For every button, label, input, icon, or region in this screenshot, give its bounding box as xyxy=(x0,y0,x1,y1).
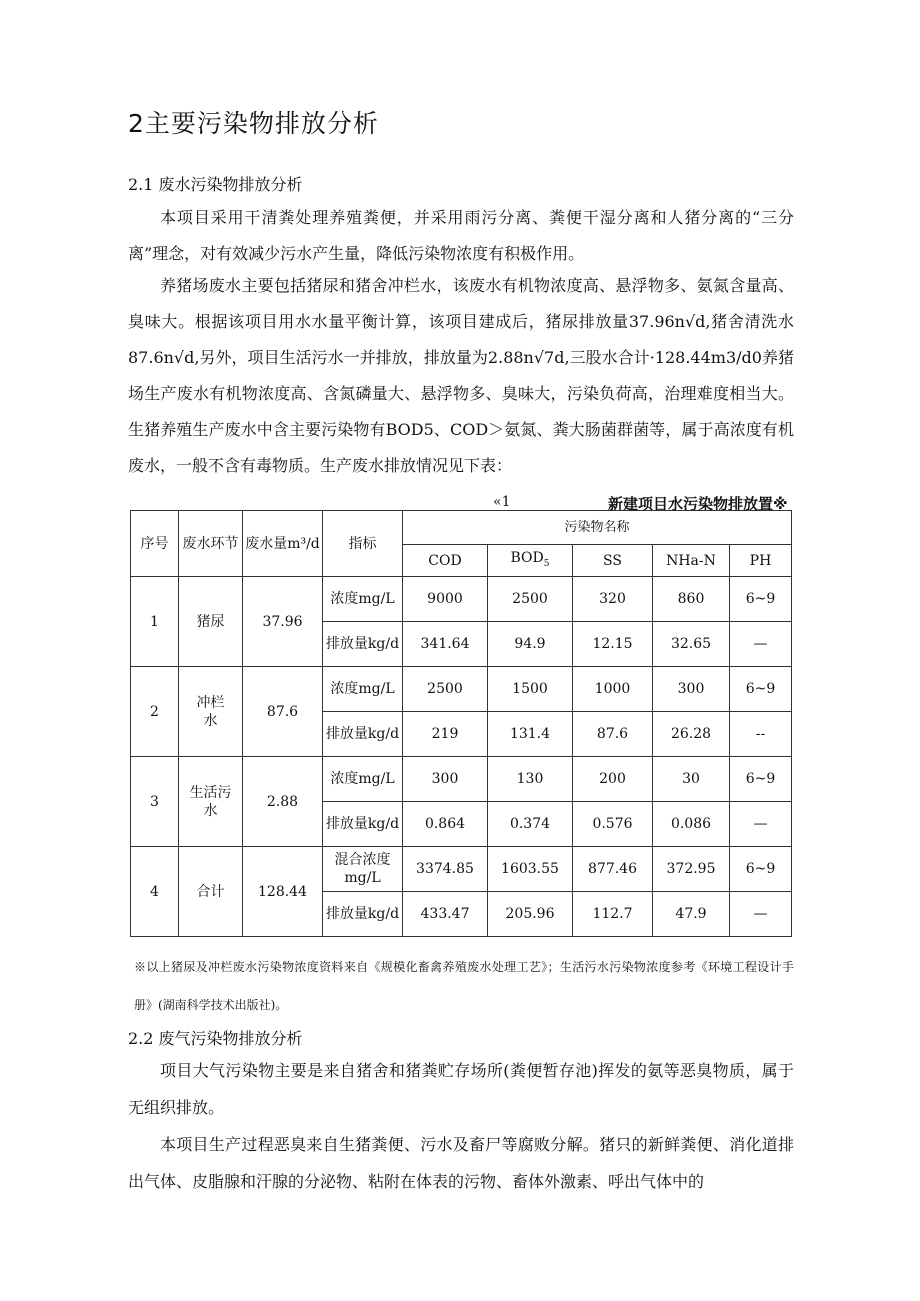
row-3-cod-conc: 300 xyxy=(403,757,488,802)
row-4-ph-conc: 6~9 xyxy=(730,847,792,892)
row-2-ss-load: 87.6 xyxy=(573,712,653,757)
section-2-1-paragraph-1: 本项目采用干清粪处理养殖粪便，并采用雨污分离、粪便干湿分离和人猪分离的“三分离”理念，对有效减少污水产生量，降低污染物浓度有积极作用。 xyxy=(128,208,794,263)
row-3-ss-conc: 200 xyxy=(573,757,653,802)
row-4-ss-conc: 877.46 xyxy=(573,847,653,892)
row-3-indicator-load: 排放量kg/d xyxy=(323,802,403,847)
row-1-ph-load: — xyxy=(730,622,792,667)
header-stage: 废水环节 xyxy=(179,511,243,577)
row-1-stage: 猪尿 xyxy=(179,577,243,667)
section-2-1-paragraph-2: 养猪场废水主要包括猪尿和猪舍冲栏水，该废水有机物浓度高、悬浮物多、氨氮含量高、臭味大。根据该项目用水水量平衡计算，该项目建成后，猪尿排放量37.96n√d,猪舍清洗水87.6n√d,另外，项目生活污水一并排放，排放量为2.88n√7d,三股水合计·128.44m3∕d0养猪场生产废水有机物浓度高、含氮磷量大、悬浮物多、臭味大，污染负荷高，治理难度相当大。生猪养殖生产废水中含主要污染物有BOD5、COD＞氨氮、粪大肠菌群菌等，属于高浓度有机废水，一般不含有毒物质。生产废水排放情况见下表： xyxy=(128,276,794,475)
row-4-nh-conc: 372.95 xyxy=(653,847,730,892)
wastewater-pollutant-table xyxy=(130,510,792,937)
row-1-seq: 1 xyxy=(131,577,179,667)
row-3-ph-load: — xyxy=(730,802,792,847)
header-volume: 废水量m³∕d xyxy=(243,511,323,577)
row-1-bod-conc: 2500 xyxy=(488,577,573,622)
row-2-bod-load: 131.4 xyxy=(488,712,573,757)
row-3-bod-conc: 130 xyxy=(488,757,573,802)
row-1-volume: 37.96 xyxy=(243,577,323,667)
section-2-2-paragraph-2: 本项目生产过程恶臭来自生猪粪便、污水及畜尸等腐败分解。猪只的新鲜粪便、消化道排出气体、皮脂腺和汗腺的分泌物、粘附在体表的污物、畜体外激素、呼出气体中的 xyxy=(128,1135,794,1191)
row-1-nh-conc: 860 xyxy=(653,577,730,622)
row-1-indicator-conc: 浓度mg/L xyxy=(323,577,403,622)
row-3-nh-load: 0.086 xyxy=(653,802,730,847)
row-2-ph-conc: 6~9 xyxy=(730,667,792,712)
section-2-2-title: 2.2 废气污染物排放分析 xyxy=(128,1029,303,1048)
row-1-nh-load: 32.65 xyxy=(653,622,730,667)
row-2-bod-conc: 1500 xyxy=(488,667,573,712)
row-3-nh-conc: 30 xyxy=(653,757,730,802)
row-3-ss-load: 0.576 xyxy=(573,802,653,847)
row-4-volume: 128.44 xyxy=(243,847,323,937)
row-3-volume: 2.88 xyxy=(243,757,323,847)
row-2-nh-load: 26.28 xyxy=(653,712,730,757)
row-2-volume: 87.6 xyxy=(243,667,323,757)
table-caption-title: 新建项目水污染物排放置※ xyxy=(608,495,788,513)
row-1-ss-conc: 320 xyxy=(573,577,653,622)
row-4-bod-conc: 1603.55 xyxy=(488,847,573,892)
table-footnote: ※以上猪尿及冲栏废水污染物浓度资料来自《规模化畜禽养殖废水处理工艺》；生活污水污染物浓度参考《环境工程设计手册》(湖南科学技术出版社)。 xyxy=(134,960,794,1012)
row-2-ph-load: -- xyxy=(730,712,792,757)
section-2-1-title: 2.1 废水污染物排放分析 xyxy=(128,175,303,194)
row-4-cod-conc: 3374.85 xyxy=(403,847,488,892)
row-4-nh-load: 47.9 xyxy=(653,892,730,937)
row-3-indicator-conc: 浓度mg/L xyxy=(323,757,403,802)
row-1-cod-load: 341.64 xyxy=(403,622,488,667)
row-4-bod-load: 205.96 xyxy=(488,892,573,937)
header-pollutant-group: 污染物名称 xyxy=(403,511,792,545)
row-4-cod-load: 433.47 xyxy=(403,892,488,937)
row-4-indicator-load: 排放量kg/d xyxy=(323,892,403,937)
header-nha-n: NHa-N xyxy=(653,545,730,577)
row-2-cod-load: 219 xyxy=(403,712,488,757)
row-2-ss-conc: 1000 xyxy=(573,667,653,712)
row-3-stage: 生活污水 xyxy=(179,757,243,847)
row-1-ph-conc: 6~9 xyxy=(730,577,792,622)
row-4-indicator-conc: 混合浓度mg/L xyxy=(323,847,403,892)
header-seq: 序号 xyxy=(131,511,179,577)
page-title: 2主要污染物排放分析 xyxy=(128,109,379,138)
row-3-cod-load: 0.864 xyxy=(403,802,488,847)
row-2-indicator-conc: 浓度mg/L xyxy=(323,667,403,712)
row-3-seq: 3 xyxy=(131,757,179,847)
row-2-nh-conc: 300 xyxy=(653,667,730,712)
row-4-stage: 合计 xyxy=(179,847,243,937)
header-ph: PH xyxy=(730,545,792,577)
header-indicator: 指标 xyxy=(323,511,403,577)
row-2-cod-conc: 2500 xyxy=(403,667,488,712)
row-2-indicator-load: 排放量kg/d xyxy=(323,712,403,757)
row-1-bod-load: 94.9 xyxy=(488,622,573,667)
row-1-ss-load: 12.15 xyxy=(573,622,653,667)
row-1-indicator-load: 排放量kg/d xyxy=(323,622,403,667)
row-3-bod-load: 0.374 xyxy=(488,802,573,847)
header-ss: SS xyxy=(573,545,653,577)
header-cod: COD xyxy=(403,545,488,577)
header-bod: $BOD_5$ xyxy=(488,545,573,577)
table-caption-number: «1 xyxy=(493,494,511,510)
row-4-ss-load: 112.7 xyxy=(573,892,653,937)
row-4-seq: 4 xyxy=(131,847,179,937)
row-1-cod-conc: 9000 xyxy=(403,577,488,622)
row-3-ph-conc: 6~9 xyxy=(730,757,792,802)
row-2-stage: 冲栏水 xyxy=(179,667,243,757)
section-2-2-paragraph-1: 项目大气污染物主要是来自猪舍和猪粪贮存场所(粪便暂存池)挥发的氨等恶臭物质，属于无组织排放。 xyxy=(128,1061,794,1117)
row-2-seq: 2 xyxy=(131,667,179,757)
row-4-ph-load: — xyxy=(730,892,792,937)
